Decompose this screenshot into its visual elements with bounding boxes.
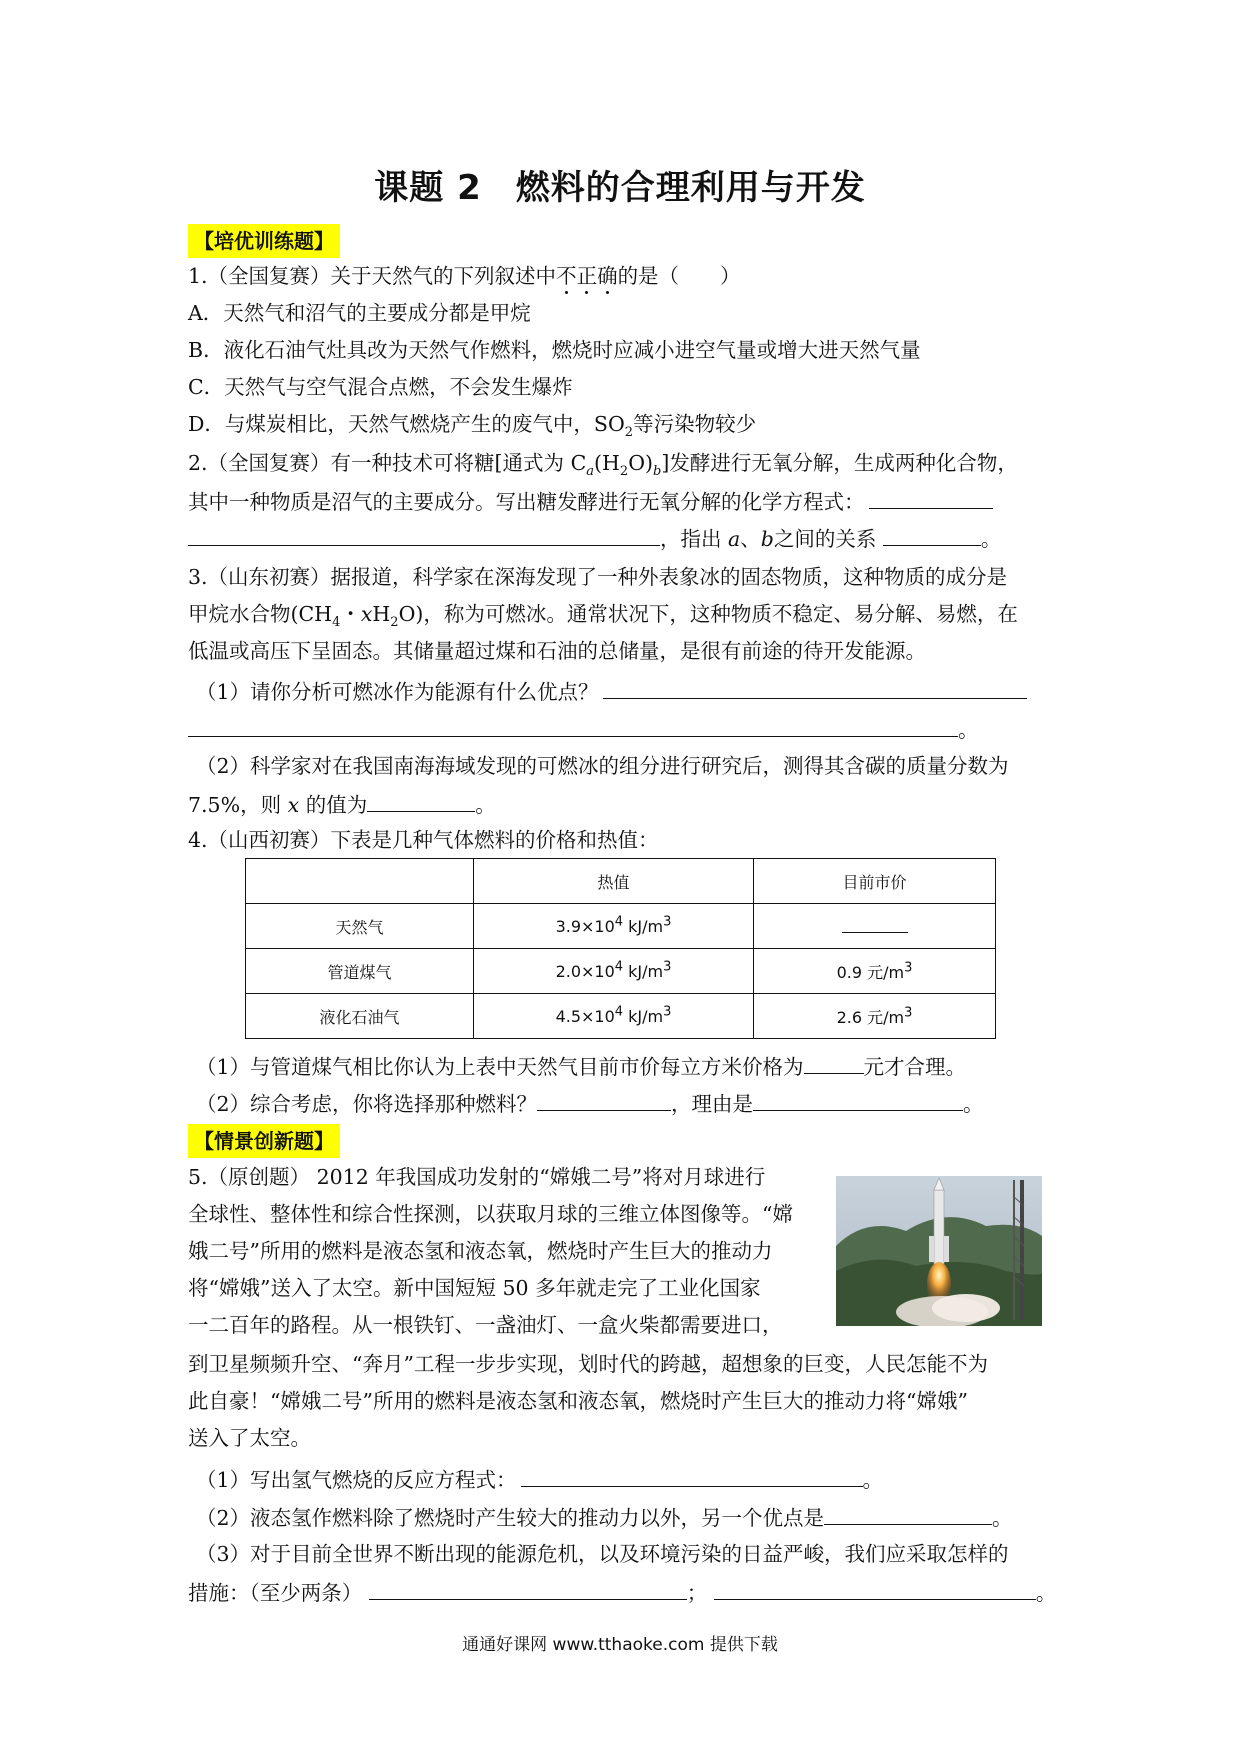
- table-row: [246, 904, 996, 949]
- title-text: 燃料的合理利用与开发: [515, 168, 866, 208]
- answer-blank[interactable]: [753, 1088, 963, 1111]
- q5-line-8: 送入了太空。: [188, 1426, 311, 1450]
- emphasis-dot-char: 正: [576, 264, 598, 288]
- q5-part-3: （3）对于目前全世界不断出现的能源危机，以及环境污染的日益严峻，我们应采取怎样的: [196, 1542, 1009, 1566]
- q3-part-2: （2）科学家对在我国南海海域发现的可燃冰的组分进行研究后，测得其含碳的质量分数为: [196, 754, 1009, 778]
- q5-line-2: 全球性、整体性和综合性探测，以获取月球的三维立体图像等。“嫦: [188, 1202, 793, 1226]
- q5-part-3-cont: 措施：（至少两条） ； 。: [188, 1577, 1056, 1607]
- price-cell: 0.9 元$/m^3$: [754, 949, 996, 994]
- emphasis-dot-char: 确: [597, 264, 618, 288]
- q5-line-6: 到卫星频频升空、“奔月”工程一步步实现，划时代的跨越，超想象的巨变，人民怎能不为: [188, 1352, 988, 1376]
- fuel-name-cell: 天然气: [246, 904, 474, 949]
- q3-line-2: 甲烷水合物($CH_4$・$xH_2O$)，称为可燃冰。通常状况下，这种物质不稳定、易分解、易燃，在: [188, 602, 1018, 631]
- q4-part-2: （2）综合考虑，你将选择那种燃料？ ，理由是 。: [196, 1088, 984, 1118]
- q5-part-2: （2）液态氢作燃料除了燃烧时产生较大的推动力以外，另一个优点是 。: [196, 1502, 1013, 1532]
- q3-line-1: 3.（山东初赛）据报道，科学家在深海发现了一种外表象冰的固态物质，这种物质的成分是: [188, 565, 1008, 589]
- heat-value-cell: $4.5\times 10^4$ $kJ/m^3$: [474, 994, 754, 1039]
- heat-value-cell: $3.9\times 10^4$ $kJ/m^3$: [474, 904, 754, 949]
- fuel-name-cell: 液化石油气: [246, 994, 474, 1039]
- q5-line-1: 5.（原创题） 2012 年我国成功发射的“嫦娥二号”将对月球进行: [188, 1165, 766, 1189]
- q5-line-5: 一二百年的路程。从一根铁钉、一盏油灯、一盒火柴都需要进口，: [188, 1313, 783, 1337]
- q1-option-b: B．液化石油气灶具改为天然气作燃料，燃烧时应减小进空气量或增大进天然气量: [188, 338, 921, 362]
- answer-blank[interactable]: [804, 1051, 864, 1074]
- heat-value-cell: $2.0\times 10^4$ $kJ/m^3$: [474, 949, 754, 994]
- q3-part-1: （1）请你分析可燃冰作为能源有什么优点？: [196, 676, 1027, 706]
- answer-blank[interactable]: [603, 676, 1027, 699]
- title-number: 课题 2: [374, 168, 482, 208]
- rocket-launch-image: [836, 1176, 1042, 1326]
- q5-line-4: 将“嫦娥”送入了太空。新中国短短 50 多年就走完了工业化国家: [188, 1276, 761, 1300]
- section-heading-advanced: 【培优训练题】: [188, 224, 340, 258]
- answer-blank[interactable]: [824, 1502, 992, 1525]
- answer-blank[interactable]: [367, 789, 475, 812]
- fuel-price-table: [245, 858, 996, 1039]
- answer-blank[interactable]: [521, 1464, 863, 1487]
- q5-part-1: （1）写出氢气燃烧的反应方程式： 。: [196, 1464, 883, 1494]
- q1-option-a: A．天然气和沼气的主要成分都是甲烷: [188, 301, 531, 325]
- q2-line-2: 其中一种物质是沼气的主要成分。写出糖发酵进行无氧分解的化学方程式：: [188, 486, 993, 516]
- answer-blank[interactable]: [537, 1088, 671, 1111]
- footer-source: 通通好课网 www.tthaoke.com 提供下载: [462, 1635, 778, 1655]
- table-header-cell: 热值: [474, 859, 754, 904]
- q1-option-d: D．与煤炭相比，天然气燃烧产生的废气中，$SO_2$等污染物较少: [188, 412, 757, 441]
- q2-line-3: ，指出 a、b之间的关系 。: [188, 523, 1001, 553]
- price-cell: [754, 904, 996, 949]
- answer-blank[interactable]: [188, 714, 958, 737]
- page-title: [0, 160, 1240, 209]
- q1-stem: 1.（全国复赛）关于天然气的下列叙述中不正确的是（ ）: [188, 264, 741, 288]
- price-cell: 2.6 元$/m^3$: [754, 994, 996, 1039]
- q4-stem: 4.（山西初赛）下表是几种气体燃料的价格和热值：: [188, 828, 659, 852]
- rocket-launch-illustration: [836, 1176, 1042, 1326]
- q5-line-3: 娥二号”所用的燃料是液态氢和液态氧，燃烧时产生巨大的推动力: [188, 1239, 773, 1263]
- section-heading-scenario: 【情景创新题】: [188, 1124, 340, 1158]
- table-header-cell: 目前市价: [754, 859, 996, 904]
- table-header-cell: [246, 859, 474, 904]
- answer-blank[interactable]: [188, 523, 660, 546]
- table-header-row: [246, 859, 996, 904]
- answer-blank[interactable]: [869, 486, 993, 509]
- q1-option-c: C．天然气与空气混合点燃，不会发生爆炸: [188, 375, 573, 399]
- fuel-name-cell: 管道煤气: [246, 949, 474, 994]
- answer-blank[interactable]: [714, 1577, 1036, 1600]
- q2-line-1: 2.（全国复赛）有一种技术可将糖[通式为 $C_a(H_2O)_b$]发酵进行无氧分解，生成两种化合物，: [188, 451, 1018, 480]
- q4-part-1: （1）与管道煤气相比你认为上表中天然气目前市价每立方米价格为 元才合理。: [196, 1051, 966, 1081]
- answer-blank[interactable]: [883, 523, 981, 546]
- q3-part-1-cont: 。: [188, 714, 979, 744]
- table-row: [246, 994, 996, 1039]
- answer-blank[interactable]: [842, 916, 908, 933]
- q5-line-7: 此自豪！“嫦娥二号”所用的燃料是液态氢和液态氧，燃烧时产生巨大的推动力将“嫦娥”: [188, 1389, 968, 1413]
- emphasis-dot-char: 不: [556, 264, 577, 288]
- answer-blank[interactable]: [369, 1577, 687, 1600]
- q3-part-2-cont: 7.5%，则 x 的值为 。: [188, 789, 496, 819]
- q3-line-3: 低温或高压下呈固态。其储量超过煤和石油的总储量，是很有前途的待开发能源。: [188, 639, 926, 663]
- table-row: [246, 949, 996, 994]
